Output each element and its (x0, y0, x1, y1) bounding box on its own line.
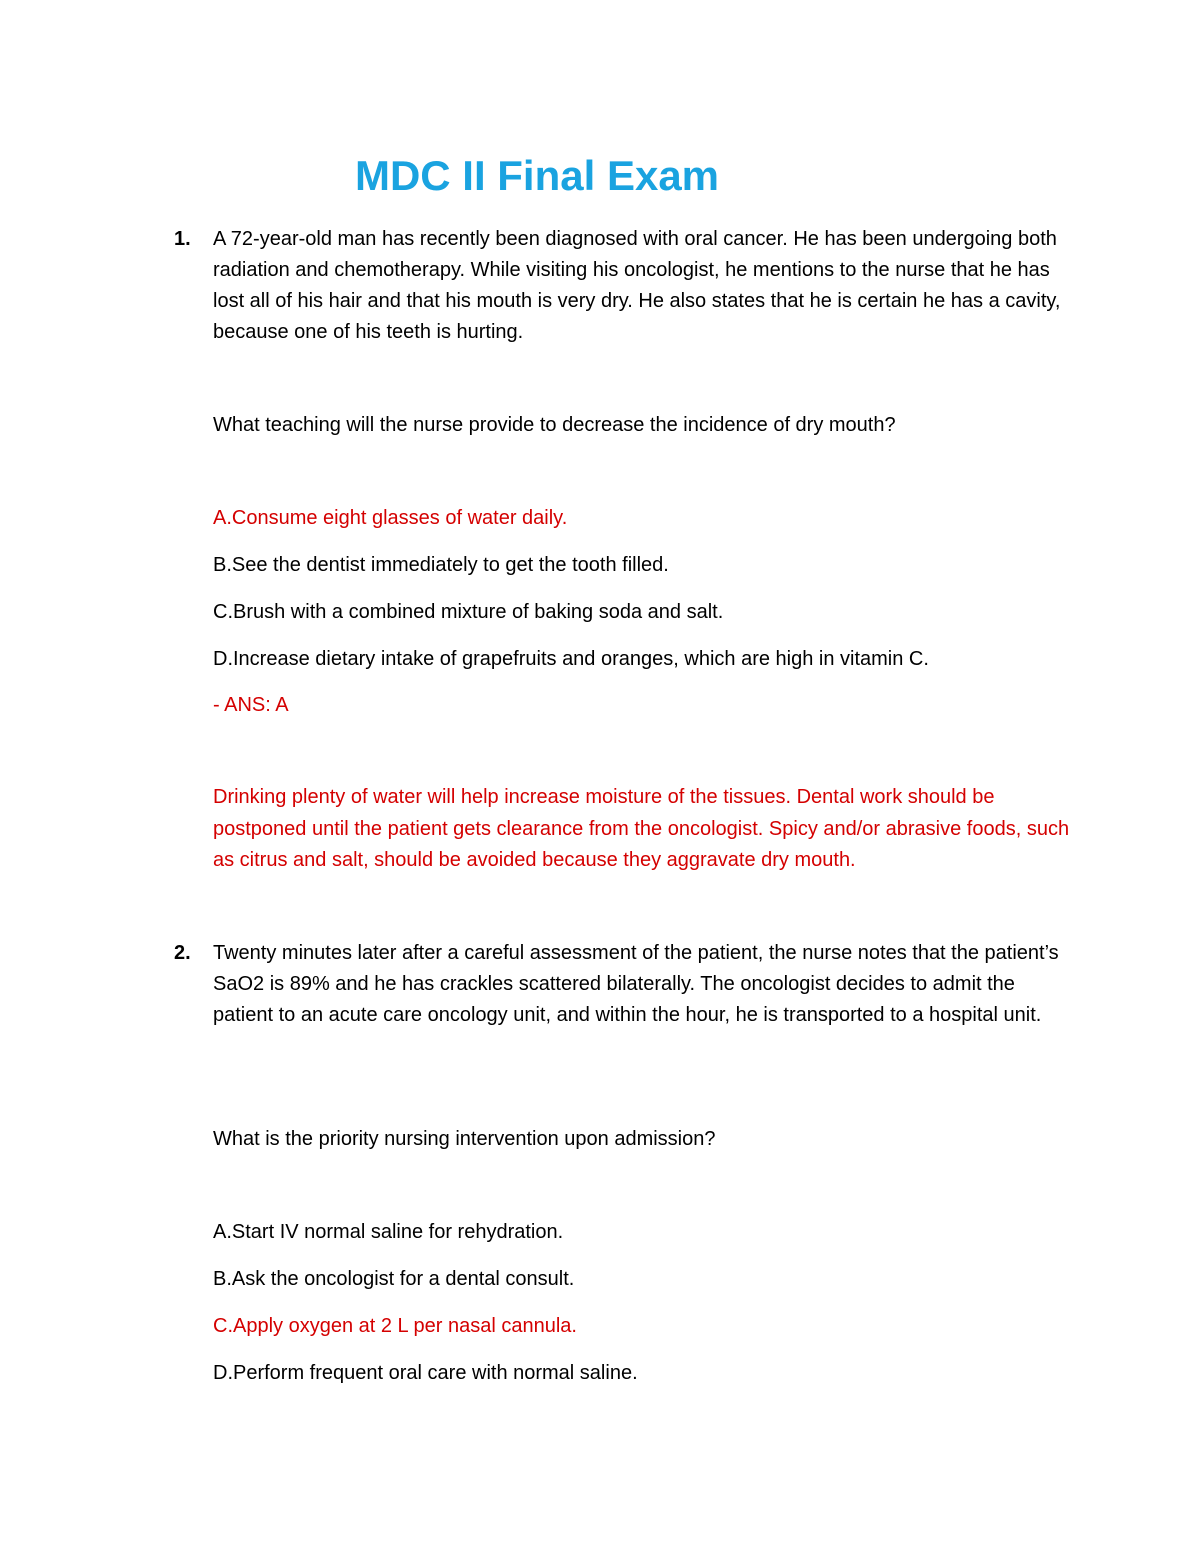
question-stem: Twenty minutes later after a careful assessment of the patient, the nurse notes that the patient’s SaO2 is 89% and he has crackles scattered bilaterally. The oncologist decides to admit the patient to an acute care oncology unit, and within the hour, he is transported to a hospital unit. (213, 942, 1059, 1026)
answer-rationale: Drinking plenty of water will help increase moisture of the tissues. Dental work should be postponed until the patient gets clearance from the oncologist. Spicy and/or abrasive foods, such as citrus and salt, should be avoided because they aggravate dry mouth. (213, 786, 1070, 871)
document-title: MDC II Final Exam (354, 152, 720, 199)
question-prompt: What is the priority nursing intervention upon admission? (213, 1128, 716, 1150)
question-stem: A 72-year-old man has recently been diagnosed with oral cancer. He has been undergoing both radiation and chemotherapy. While visiting his oncologist, he mentions to the nurse that he has lost all of his hair and that his mouth is very dry. He also states that he is certain he has a cavity, because one of his teeth is hurting. (213, 228, 1061, 343)
question-number: 1. (174, 228, 191, 250)
answer-option: A.Consume eight glasses of water daily. (213, 507, 568, 529)
answer-option: C.Apply oxygen at 2 L per nasal cannula. (213, 1315, 577, 1337)
answer-option: D.Perform frequent oral care with normal saline. (213, 1362, 638, 1384)
answer-option: B.Ask the oncologist for a dental consult. (213, 1268, 575, 1290)
question-number: 2. (174, 942, 191, 964)
answer-option: D.Increase dietary intake of grapefruits and oranges, which are high in vitamin C. (213, 648, 929, 670)
question-prompt: What teaching will the nurse provide to decrease the incidence of dry mouth? (213, 414, 896, 436)
answer-option: B.See the dentist immediately to get the tooth filled. (213, 554, 669, 576)
answer-option: A.Start IV normal saline for rehydration. (213, 1221, 564, 1243)
answer-option: C.Brush with a combined mixture of baking soda and salt. (213, 601, 724, 623)
answer-key: - ANS: A (213, 694, 289, 716)
